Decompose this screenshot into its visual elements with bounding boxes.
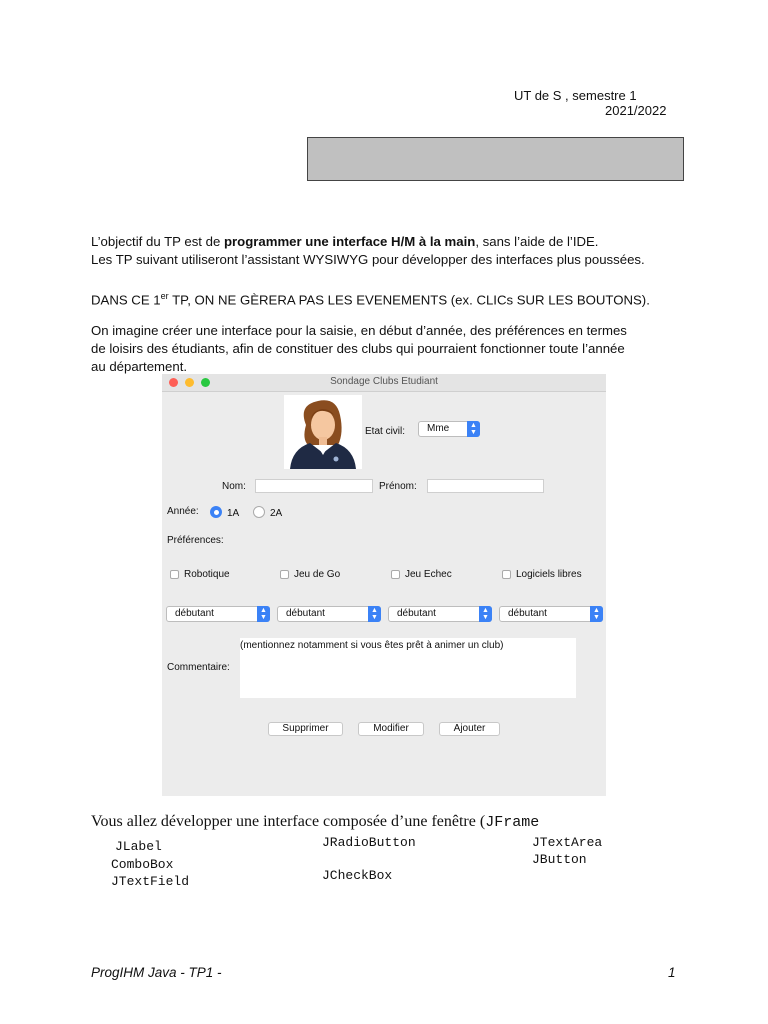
etat-civil-value: Mme (427, 423, 450, 434)
paragraph-events: DANS CE 1er TP, ON NE GÈRERA PAS LES EVENEMENTS (ex. CLICs SUR LES BOUTONS). (91, 291, 650, 308)
prenom-field[interactable] (427, 479, 544, 493)
title-box (307, 137, 684, 181)
annee-label: Année: (167, 506, 199, 517)
etat-civil-select[interactable] (418, 421, 480, 437)
etat-civil-label: Etat civil: (365, 426, 406, 437)
component-combobox: ComboBox (111, 857, 174, 872)
window-titlebar (162, 374, 606, 392)
level-value: débutant (508, 608, 547, 619)
window-title: Sondage Clubs Etudiant (330, 376, 438, 387)
header-institution: UT de S , semestre 1 (514, 88, 637, 103)
component-jradiobutton: JRadioButton (322, 835, 416, 850)
jeu-de-go-label: Jeu de Go (294, 569, 341, 580)
develop-sentence: Vous allez développer une interface composée d’une fenêtre (JFrame (91, 813, 540, 831)
supprimer-button[interactable]: Supprimer (268, 722, 343, 736)
paragraph-wysiwyg: Les TP suivant utiliseront l’assistant WYSIWYG pour développer des interfaces plus poussées. (91, 252, 645, 267)
nom-field[interactable] (255, 479, 373, 493)
level-select-go[interactable] (277, 606, 381, 622)
woman-avatar-icon (284, 395, 362, 469)
nom-label: Nom: (222, 481, 246, 492)
level-select-logiciels[interactable] (499, 606, 603, 622)
chevron-updown-icon: ▲ ▼ (590, 606, 603, 622)
survey-window (162, 374, 606, 796)
chevron-updown-icon: ▲ ▼ (479, 606, 492, 622)
annee-1a-radio[interactable] (210, 506, 222, 518)
paragraph-context-2: de loisirs des étudiants, afin de constituer des clubs qui pourraient fonctionner toute l’année (91, 341, 625, 356)
paragraph-context-3: au département. (91, 359, 188, 374)
paragraph-objective: L’objectif du TP est de programmer une interface H/M à la main, sans l’aide de l’IDE. (91, 234, 599, 249)
component-jtextarea: JTextArea (532, 835, 603, 850)
chevron-updown-icon: ▲ ▼ (257, 606, 270, 622)
jeu-de-go-checkbox[interactable] (280, 570, 289, 579)
commentaire-text: (mentionnez notamment si vous êtes prêt à animer un club) (240, 640, 504, 651)
chevron-updown-icon: ▲ ▼ (368, 606, 381, 622)
level-select-robotique[interactable] (166, 606, 270, 622)
paragraph-context-1: On imagine créer une interface pour la saisie, en début d’année, des préférences en termes (91, 323, 627, 338)
component-jcheckbox: JCheckBox (322, 868, 393, 883)
robotique-label: Robotique (184, 569, 230, 580)
level-select-echec[interactable] (388, 606, 492, 622)
level-value: débutant (175, 608, 214, 619)
logiciels-libres-checkbox[interactable] (502, 570, 511, 579)
annee-2a-label: 2A (270, 508, 283, 519)
page-number: 1 (668, 965, 676, 980)
level-value: débutant (286, 608, 325, 619)
level-value: débutant (397, 608, 436, 619)
ajouter-button[interactable]: Ajouter (439, 722, 500, 736)
footer-title: ProgIHM Java - TP1 - (91, 965, 222, 980)
component-jbutton: JButton (532, 852, 587, 867)
header-year: 2021/2022 (605, 103, 667, 118)
annee-2a-radio[interactable] (253, 506, 265, 518)
commentaire-textarea[interactable] (240, 638, 576, 698)
jeu-echec-checkbox[interactable] (391, 570, 400, 579)
annee-1a-label: 1A (227, 508, 240, 519)
component-jlabel: JLabel (115, 839, 162, 854)
robotique-checkbox[interactable] (170, 570, 179, 579)
component-jtextfield: JTextField (111, 874, 190, 889)
avatar (284, 395, 362, 469)
chevron-updown-icon: ▲ ▼ (467, 421, 480, 437)
jeu-echec-label: Jeu Echec (405, 569, 452, 580)
prenom-label: Prénom: (379, 481, 417, 492)
commentaire-label: Commentaire: (167, 662, 230, 673)
preferences-label: Préférences: (167, 535, 224, 546)
logiciels-libres-label: Logiciels libres (516, 569, 582, 580)
modifier-button[interactable]: Modifier (358, 722, 424, 736)
